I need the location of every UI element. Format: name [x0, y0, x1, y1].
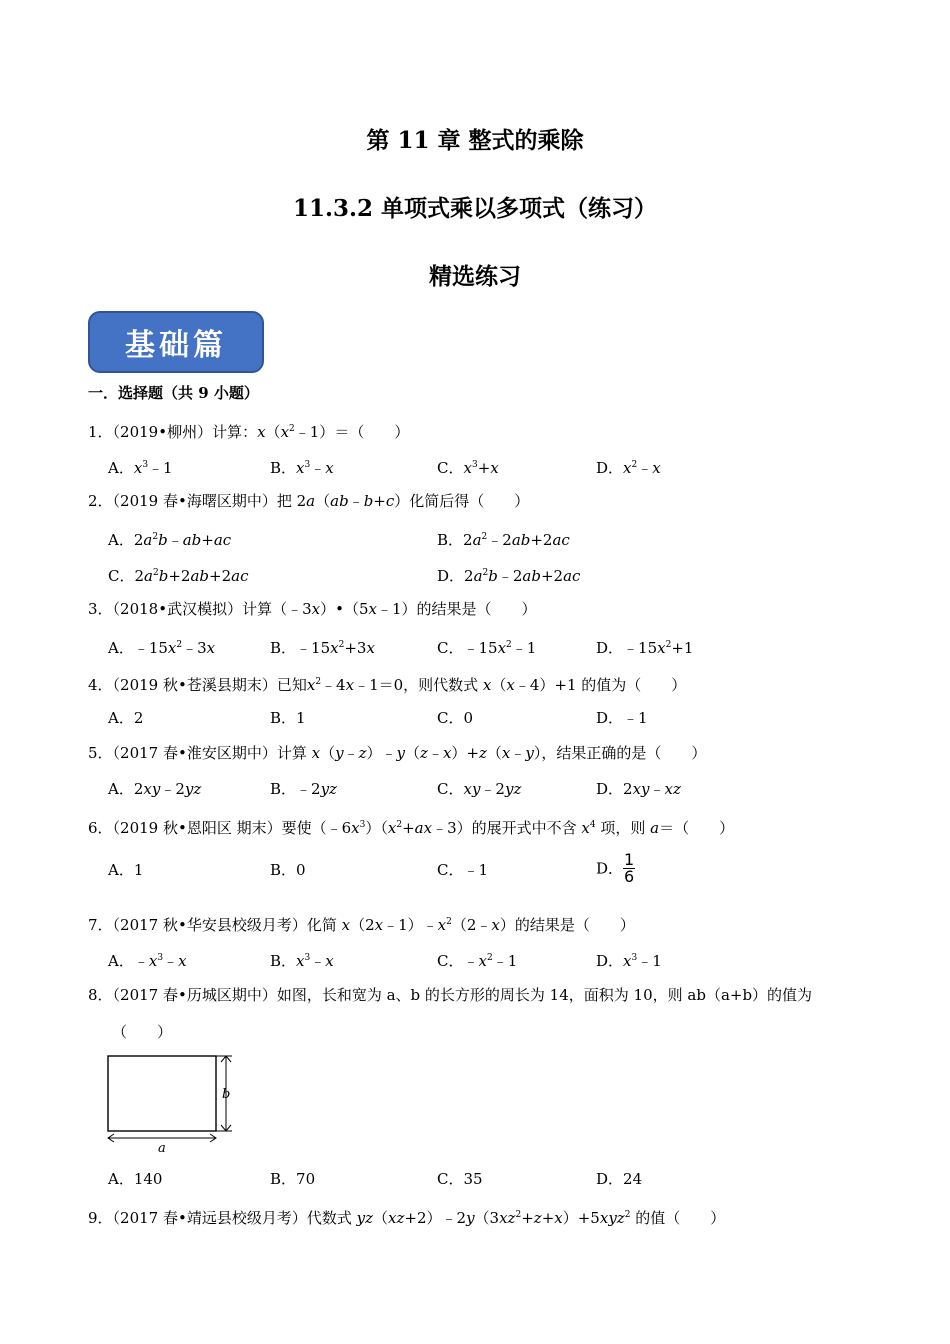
q7-option-a[interactable]: A．$﹣x^3﹣x$: [108, 952, 187, 970]
q1-option-d[interactable]: D．$x^2﹣x$: [596, 459, 661, 477]
chapter-title: 第 11 章 整式的乘除: [366, 127, 584, 154]
q8-option-a[interactable]: A．140: [108, 1170, 163, 1188]
section-heading: 一．选择题（共 9 小题）: [88, 384, 259, 402]
q3-option-b[interactable]: B．$﹣15x^2+3x$: [270, 639, 375, 657]
q4-option-c[interactable]: C．0: [437, 709, 474, 727]
q2-option-c[interactable]: C．$2a^2b+2ab+2ac$: [108, 567, 249, 585]
q5-option-c[interactable]: C．xy﹣2yz: [437, 780, 522, 798]
q5-option-a[interactable]: A．2xy﹣2yz: [108, 780, 202, 798]
question-3: 3．（2018•武汉模拟）计算（﹣3x）•（5x﹣1）的结果是（ ）: [88, 600, 537, 618]
q1-option-a[interactable]: A．$x^3﹣1$: [108, 459, 173, 477]
question-6: 6．（2019 秋•恩阳区 期末）要使$(﹣6x^3)(x^2+ax﹣3)$的展开式中不含 $x^4$ 项，则 a＝（ ）: [88, 819, 735, 837]
question-1: 1．（2019•柳州）计算：$x(x^2﹣1)=$（ ）: [88, 423, 410, 441]
rectangle-figure: [100, 1050, 240, 1154]
q6-option-b[interactable]: B．0: [270, 861, 306, 879]
q2-option-b[interactable]: B．$2a^2﹣2ab+2ac$: [437, 531, 570, 549]
q8-option-d[interactable]: D．24: [596, 1170, 643, 1188]
q8-option-c[interactable]: C．35: [437, 1170, 483, 1188]
q5-option-b[interactable]: B．﹣2yz: [270, 780, 337, 798]
q6-option-a[interactable]: A．1: [108, 861, 144, 879]
label-b: b: [222, 1087, 231, 1102]
q4-option-b[interactable]: B．1: [270, 709, 306, 727]
q2-option-d[interactable]: D．$2a^2b﹣2ab+2ac$: [437, 567, 581, 585]
question-8: 8．（2017 春•历城区期中）如图，长和宽为 a、b 的长方形的周长为 14，面积为 10，则 ab（a+b）的值为: [88, 986, 813, 1004]
q7-option-d[interactable]: D．$x^3﹣1$: [596, 952, 662, 970]
q6-option-c[interactable]: C．﹣1: [437, 861, 489, 879]
question-4: 4．（2019 秋•苍溪县期末）已知$x^2﹣4x﹣1=0$，则代数式 x（x﹣4）+1 的值为（ ）: [88, 676, 687, 694]
q8-answer-paren: （ ）: [112, 1023, 173, 1041]
fraction: $\frac{1}{6}$: [624, 850, 635, 886]
q3-option-a[interactable]: A．$﹣15x^2﹣3x$: [108, 639, 216, 657]
q1-option-b[interactable]: B．$x^3﹣x$: [270, 459, 334, 477]
q7-option-c[interactable]: C．$﹣x^2﹣1$: [437, 952, 518, 970]
q3-option-d[interactable]: D．$﹣15x^2+1$: [596, 639, 694, 657]
level-badge: 基础篇: [88, 311, 264, 373]
q3-option-c[interactable]: C．$﹣15x^2﹣1$: [437, 639, 537, 657]
q8-option-b[interactable]: B．70: [270, 1170, 316, 1188]
subtitle: 精选练习: [429, 263, 521, 290]
q4-option-d[interactable]: D．﹣1: [596, 709, 648, 727]
question-2: 2．（2019 春•海曙区期中）把 2a（ab﹣b+c）化简后得（ ）: [88, 492, 530, 510]
q5-option-d[interactable]: D．2xy﹣xz: [596, 780, 681, 798]
q4-option-a[interactable]: A．2: [108, 709, 144, 727]
question-9: 9．（2017 春•靖远县校级月考）代数式 $yz(xz+2)﹣2y(3xz^2+z+x)+5xyz^2$ 的值（ ）: [88, 1209, 726, 1227]
lesson-title: 11.3.2 单项式乘以多项式（练习）: [292, 195, 658, 222]
label-a: a: [158, 1141, 166, 1154]
q2-option-a[interactable]: A．$2a^2b﹣ab+ac$: [108, 531, 232, 549]
question-7: 7．（2017 秋•华安县校级月考）化简 $x(2x﹣1)﹣x^2(2﹣x)$的结果是（ ）: [88, 916, 635, 934]
q6-option-d[interactable]: D． $\frac{1}{6}$: [596, 850, 635, 886]
q7-option-b[interactable]: B．$x^3﹣x$: [270, 952, 334, 970]
question-5: 5．（2017 春•淮安区期中）计算 x（y﹣z）﹣y（z﹣x）+z（x﹣y），结果正确的是（ ）: [88, 744, 707, 762]
q1-option-c[interactable]: C．$x^3+x$: [437, 459, 499, 477]
